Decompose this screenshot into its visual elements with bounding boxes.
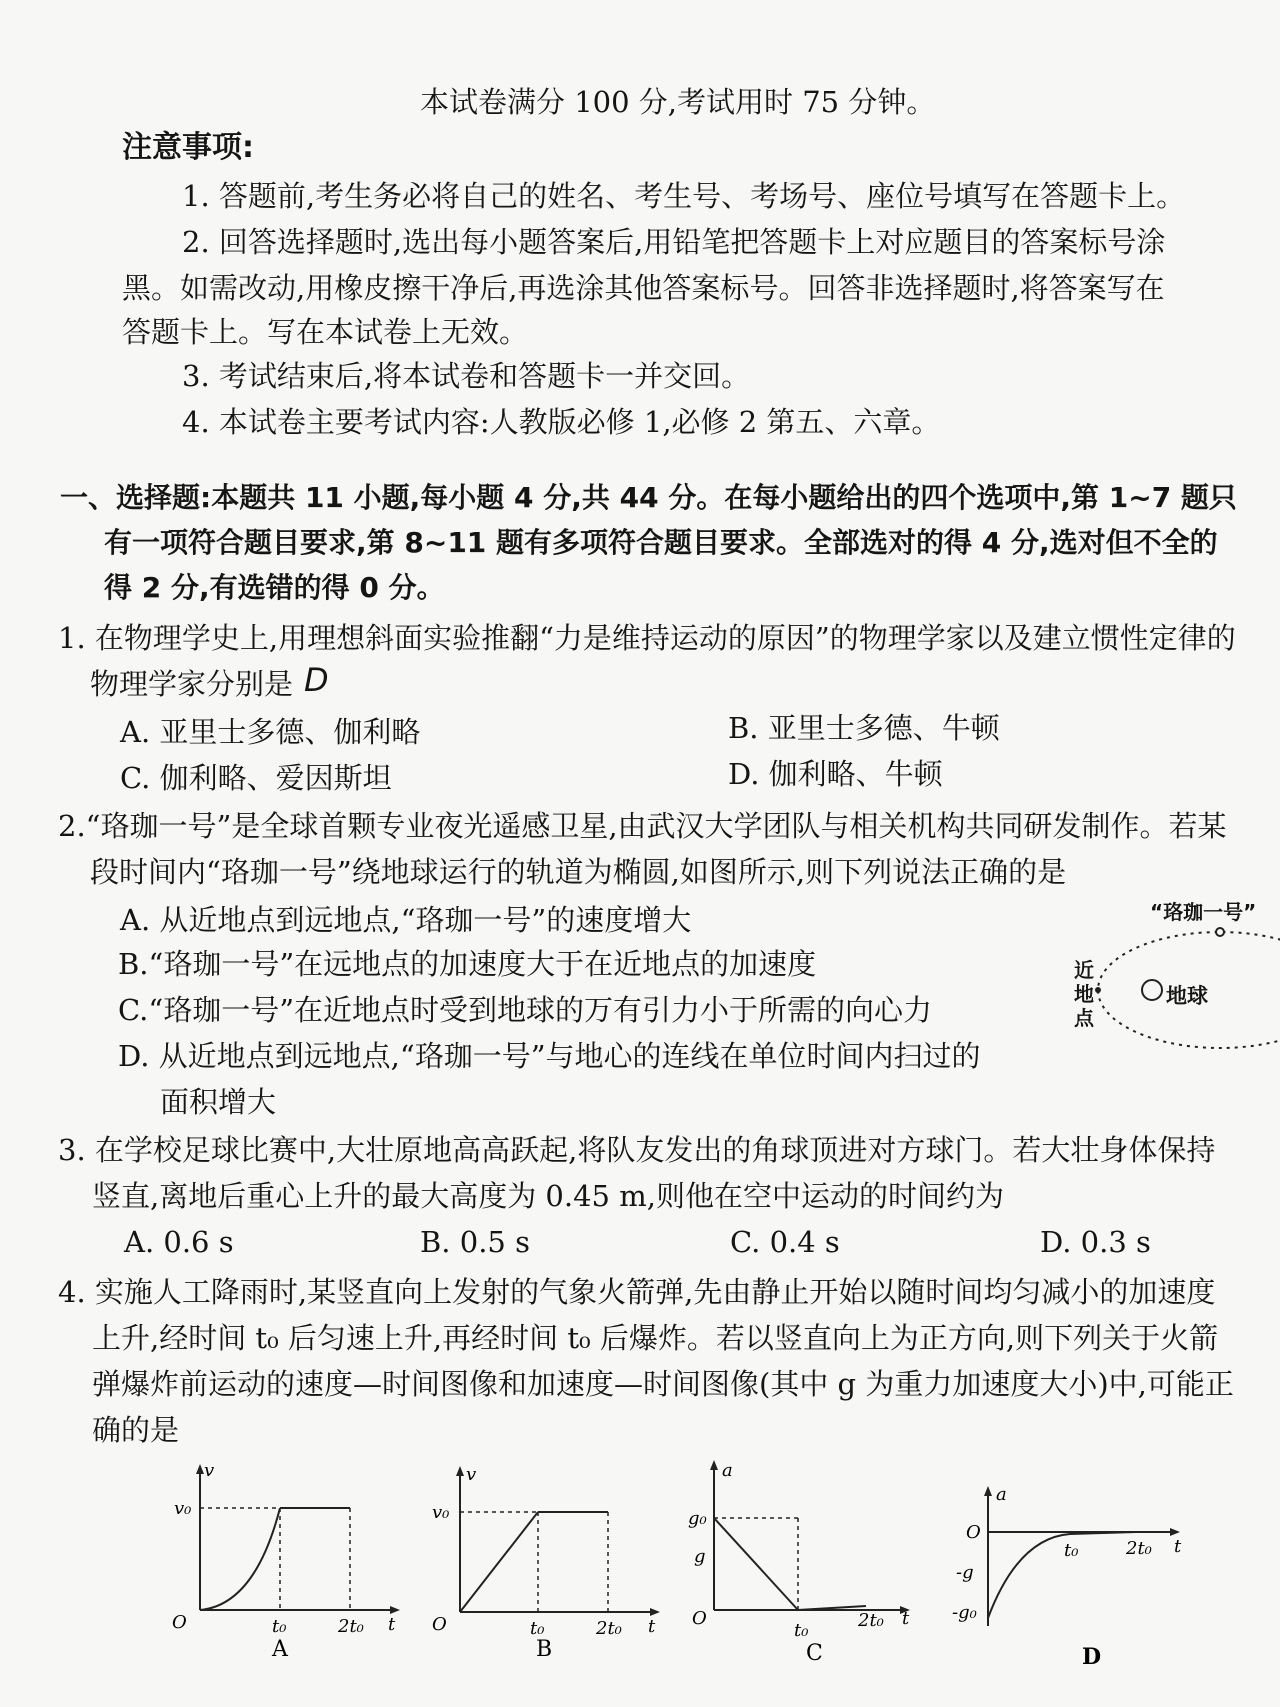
question-3-stem: 竖直,离地后重心上升的最大高度为 0.45 m,则他在空中运动的时间约为 xyxy=(92,1179,1004,1213)
graph-label: D xyxy=(1082,1644,1102,1670)
origin-label: O xyxy=(432,1614,447,1635)
x-axis-label: t xyxy=(1174,1536,1182,1557)
question-3-stem: 3. 在学校足球比赛中,大壮原地高高跃起,将队友发出的角球顶进对方球门。若大壮身体保持 xyxy=(58,1133,1216,1167)
graph-a xyxy=(172,1460,410,1662)
x-tick-label: 2t₀ xyxy=(596,1618,622,1639)
y-tick-label: g₀ xyxy=(688,1508,707,1529)
x-axis-label: t xyxy=(648,1616,656,1637)
x-tick-label: 2t₀ xyxy=(858,1610,884,1631)
notice-item: 1. 答题前,考生务必将自己的姓名、考生号、考场号、座位号填写在答题卡上。 xyxy=(182,179,1186,213)
question-2-stem: 段时间内“珞珈一号”绕地球运行的轨道为椭圆,如图所示,则下列说法正确的是 xyxy=(90,855,1067,889)
section-heading: 得 2 分,有选错的得 0 分。 xyxy=(104,571,445,604)
question-4-stem: 4. 实施人工降雨时,某竖直向上发射的气象火箭弹,先由静止开始以随时间均匀减小的加速度 xyxy=(58,1275,1216,1309)
y-axis-label: v xyxy=(204,1460,215,1481)
question-1-stem: 1. 在物理学史上,用理想斜面实验推翻“力是维持运动的原因”的物理学家以及建立惯性定律的 xyxy=(58,621,1236,655)
y-tick-label: v₀ xyxy=(174,1498,192,1519)
exam-info-line: 本试卷满分 100 分,考试用时 75 分钟。 xyxy=(420,85,936,119)
graph-c xyxy=(690,1460,920,1666)
y-tick-label: v₀ xyxy=(432,1502,450,1523)
graph-d xyxy=(952,1484,1200,1686)
question-4-stem: 上升,经时间 t₀ 后匀速上升,再经时间 t₀ 后爆炸。若以竖直向上为正方向,则下列关于火箭 xyxy=(92,1321,1219,1355)
question-4-stem: 确的是 xyxy=(92,1413,180,1447)
perigee-label: 近 xyxy=(1074,958,1094,982)
handwritten-answer: D xyxy=(304,661,329,699)
y-tick-label: g xyxy=(694,1546,706,1567)
y-tick-label: -g₀ xyxy=(952,1602,977,1623)
question-1-option: C. 伽利略、爱因斯坦 xyxy=(120,761,392,795)
notice-item: 3. 考试结束后,将本试卷和答题卡一并交回。 xyxy=(182,359,751,393)
perigee-point-icon xyxy=(1095,987,1101,993)
question-2-option: C.“珞珈一号”在近地点时受到地球的万有引力小于所需的向心力 xyxy=(118,993,933,1027)
notice-item: 4. 本试卷主要考试内容:人教版必修 1,必修 2 第五、六章。 xyxy=(182,405,941,439)
origin-label: O xyxy=(172,1612,187,1633)
satellite-label: “珞珈一号” xyxy=(1150,900,1257,924)
question-3-option: A. 0.6 s xyxy=(124,1225,234,1259)
x-tick-label: t₀ xyxy=(794,1620,809,1641)
question-1-option: D. 伽利略、牛顿 xyxy=(728,757,943,791)
y-tick-label: -g xyxy=(956,1562,974,1583)
perigee-label: 点 xyxy=(1074,1006,1094,1030)
section-heading: 一、选择题:本题共 11 小题,每小题 4 分,共 44 分。在每小题给出的四个选项中,第 1~7 题只 xyxy=(60,481,1237,514)
question-2-stem: 2.“珞珈一号”是全球首颗专业夜光遥感卫星,由武汉大学团队与相关机构共同研发制作。若某 xyxy=(58,809,1227,843)
question-2-option: A. 从近地点到远地点,“珞珈一号”的速度增大 xyxy=(120,903,692,937)
graph-b xyxy=(432,1460,670,1662)
origin-label: O xyxy=(692,1608,707,1629)
perigee-label: 地 xyxy=(1074,982,1094,1006)
x-tick-label: t₀ xyxy=(530,1618,545,1639)
origin-label: O xyxy=(966,1522,981,1543)
x-axis-label: t xyxy=(902,1608,910,1629)
question-2-option: D. 从近地点到远地点,“珞珈一号”与地心的连线在单位时间内扫过的 xyxy=(118,1039,981,1073)
x-axis-label: t xyxy=(388,1614,396,1635)
y-axis-label: v xyxy=(466,1464,477,1485)
question-3-option: C. 0.4 s xyxy=(730,1225,840,1259)
question-3-option: D. 0.3 s xyxy=(1040,1225,1151,1259)
question-4-stem: 弹爆炸前运动的速度—时间图像和加速度—时间图像(其中 g 为重力加速度大小)中,可能正 xyxy=(92,1367,1234,1401)
question-2-option: 面积增大 xyxy=(160,1085,277,1119)
graph-label: A xyxy=(272,1637,288,1662)
y-axis-label: a xyxy=(722,1460,733,1481)
notice-item: 2. 回答选择题时,选出每小题答案后,用铅笔把答题卡上对应题目的答案标号涂 xyxy=(182,225,1166,259)
question-1-stem: 物理学家分别是 xyxy=(90,667,294,701)
notice-item: 黑。如需改动,用橡皮擦干净后,再选涂其他答案标号。回答非选择题时,将答案写在 xyxy=(122,271,1165,305)
question-1-option: B. 亚里士多德、牛顿 xyxy=(728,711,1000,745)
question-1-option: A. 亚里士多德、伽利略 xyxy=(120,715,421,749)
graph-label: C xyxy=(806,1641,823,1666)
section-heading: 有一项符合题目要求,第 8~11 题有多项符合题目要求。全部选对的得 4 分,选对但不全的 xyxy=(104,526,1218,559)
y-axis-label: a xyxy=(996,1484,1007,1505)
question-2-option: B.“珞珈一号”在远地点的加速度大于在近地点的加速度 xyxy=(118,947,817,981)
x-tick-label: 2t₀ xyxy=(338,1616,364,1637)
notice-title: 注意事项: xyxy=(122,130,254,165)
earth-icon xyxy=(1142,980,1162,1000)
x-tick-label: t₀ xyxy=(272,1616,287,1637)
x-tick-label: 2t₀ xyxy=(1126,1538,1152,1559)
x-tick-label: t₀ xyxy=(1064,1540,1079,1561)
graph-label: B xyxy=(536,1637,553,1662)
question-3-option: B. 0.5 s xyxy=(420,1225,530,1259)
earth-label: 地球 xyxy=(1166,984,1208,1008)
notice-item: 答题卡上。写在本试卷上无效。 xyxy=(122,315,529,349)
